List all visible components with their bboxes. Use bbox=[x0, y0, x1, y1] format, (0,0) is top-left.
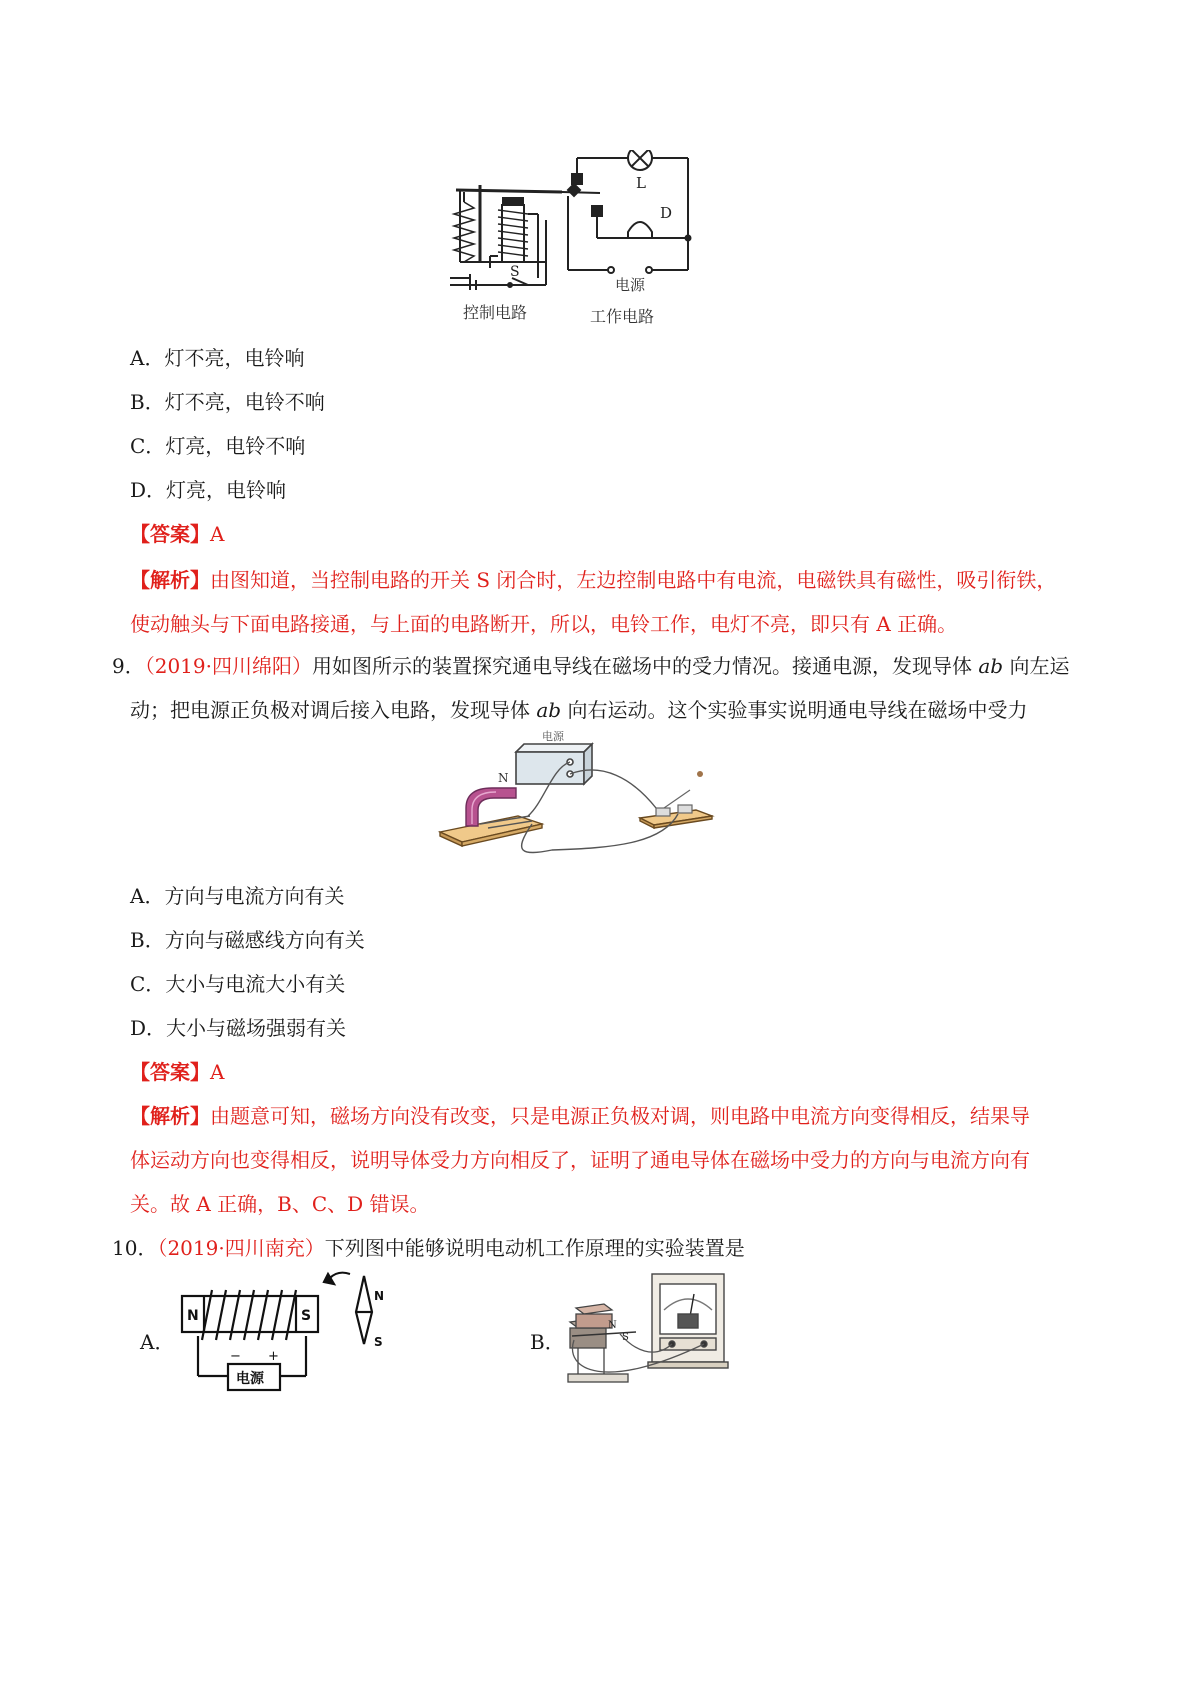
magnet-n-label: N bbox=[608, 1320, 617, 1331]
q9-answer bbox=[130, 1058, 224, 1086]
power-label: 电源 bbox=[615, 276, 646, 294]
answer-tag: 【答案】 bbox=[130, 1060, 210, 1084]
q9-ab: ab bbox=[978, 654, 1004, 678]
answer-value: A bbox=[210, 522, 225, 546]
q10-figure-a[interactable] bbox=[178, 1270, 398, 1410]
q8-option-a[interactable]: A．灯不亮，电铃响 bbox=[130, 346, 305, 370]
lamp-label: L bbox=[636, 174, 646, 192]
solenoid-s-label: S bbox=[301, 1308, 312, 1324]
q10-number: 10． bbox=[112, 1236, 158, 1260]
answer-tag: 【答案】 bbox=[130, 522, 210, 546]
magnet-s-label: S bbox=[622, 1332, 629, 1343]
conductor-force-figure bbox=[432, 728, 742, 860]
plus-sign: + bbox=[268, 1349, 279, 1364]
q9-number: 9． bbox=[112, 654, 145, 678]
q9-option-b[interactable]: B．方向与磁感线方向有关 bbox=[130, 928, 365, 952]
q9-option-c[interactable]: C．大小与电流大小有关 bbox=[130, 972, 346, 996]
minus-sign: − bbox=[230, 1349, 241, 1364]
q9-stem-line-2: 动；把电源正负极对调后接入电路，发现导体 ab 向右运动。这个实验事实说明通电导线在磁场中受力 bbox=[130, 698, 1028, 722]
relay-circuit-figure bbox=[450, 150, 750, 330]
q9-analysis-line-2: 体运动方向也变得相反，说明导体受力方向相反了，证明了通电导体在磁场中受力的方向与电流方向有 bbox=[130, 1148, 1030, 1172]
galvanometer-apparatus bbox=[564, 1270, 734, 1400]
analysis-tag: 【解析】 bbox=[130, 1104, 210, 1128]
q8-option-c[interactable]: C．灯亮，电铃不响 bbox=[130, 434, 306, 458]
conductor-force-apparatus bbox=[432, 728, 742, 860]
q8-analysis-line-2: 使动触头与下面电路接通，与上面的电路断开，所以，电铃工作，电灯不亮，即只有 A 正确。 bbox=[130, 612, 958, 636]
analysis-tag: 【解析】 bbox=[130, 568, 210, 592]
switch-label: S bbox=[510, 264, 520, 280]
q10-stem: 10．（2019·四川南充）下列图中能够说明电动机工作原理的实验装置是 bbox=[112, 1236, 745, 1260]
solenoid-n-label: N bbox=[187, 1308, 199, 1324]
q8-option-d[interactable]: D．灯亮，电铃响 bbox=[130, 478, 287, 502]
q9-analysis-line-3: 关。故 A 正确，B、C、D 错误。 bbox=[130, 1192, 430, 1216]
q9-option-a[interactable]: A．方向与电流方向有关 bbox=[130, 884, 345, 908]
bell-label: D bbox=[660, 204, 673, 222]
q10-fig-b-label[interactable]: B． bbox=[530, 1330, 565, 1354]
work-circuit-caption: 工作电路 bbox=[590, 307, 655, 326]
compass-n-label: N bbox=[374, 1289, 385, 1303]
control-circuit-caption: 控制电路 bbox=[463, 303, 528, 322]
compass-s-label: S bbox=[374, 1335, 383, 1349]
q10-figure-b[interactable] bbox=[564, 1270, 734, 1400]
answer-value: A bbox=[210, 1060, 225, 1084]
q9-source: （2019·四川绵阳） bbox=[144, 654, 312, 678]
q9-analysis-line-1: 【解析】由题意可知，磁场方向没有改变，只是电源正负极对调，则电路中电流方向变得相反，结果导 bbox=[130, 1104, 1030, 1128]
q8-option-b[interactable]: B．灯不亮，电铃不响 bbox=[130, 390, 325, 414]
power-supply-label: 电源 bbox=[542, 730, 564, 743]
magnet-n-label: N bbox=[498, 771, 509, 785]
solenoid-compass-diagram bbox=[178, 1270, 398, 1410]
q8-analysis-line-1: 【解析】由图知道，当控制电路的开关 S 闭合时，左边控制电路中有电流，电磁铁具有磁性，吸引衔铁， bbox=[130, 568, 1057, 592]
q9-stem-line-1: 9．（2019·四川绵阳）用如图所示的装置探究通电导线在磁场中的受力情况。接通电源，发现导体 ab 向左运 bbox=[112, 654, 1070, 678]
q8-answer bbox=[130, 520, 224, 548]
power-source-label: 电源 bbox=[236, 1371, 264, 1387]
q10-source: （2019·四川南充） bbox=[157, 1236, 325, 1260]
q10-fig-a-label[interactable]: A． bbox=[140, 1330, 175, 1354]
q9-option-d[interactable]: D．大小与磁场强弱有关 bbox=[130, 1016, 347, 1040]
